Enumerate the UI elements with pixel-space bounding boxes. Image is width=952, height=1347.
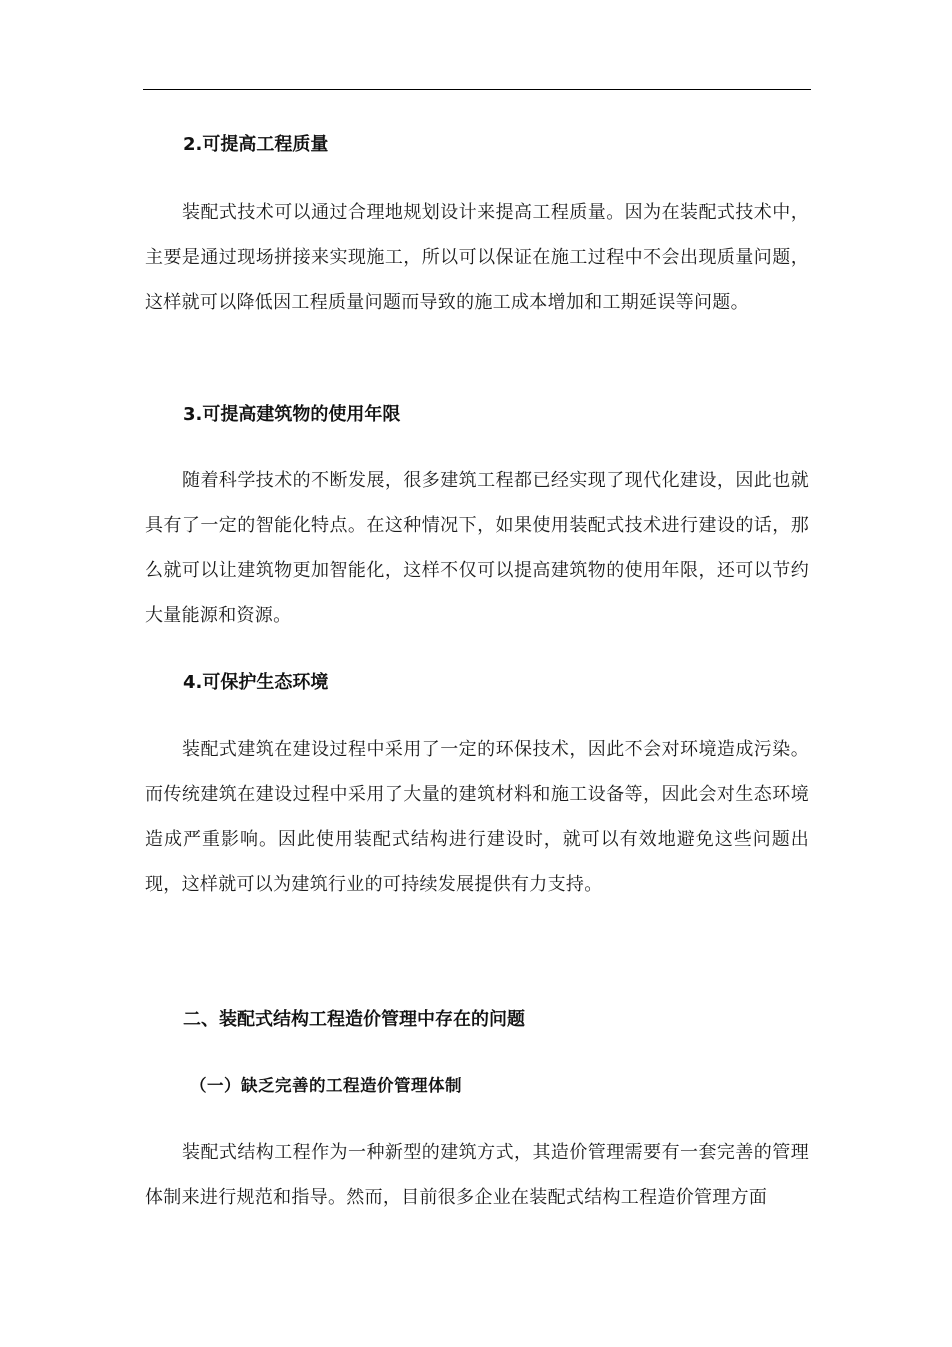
- subsection-heading: （一）缺乏完善的工程造价管理体制: [190, 1076, 462, 1095]
- paragraph-service-life: 随着科学技术的不断发展，很多建筑工程都已经实现了现代化建设，因此也就具有了一定的智能化特点。在这种情况下，如果使用装配式技术进行建设的话，那么就可以让建筑物更加智能化，这样不仅可以提高建筑物的使用年限，还可以节约大量能源和资源。: [145, 470, 809, 626]
- section-heading-quality: 2.可提高工程质量: [183, 134, 329, 155]
- section-heading-service-life: 3.可提高建筑物的使用年限: [183, 404, 401, 425]
- paragraph-environment: 装配式建筑在建设过程中采用了一定的环保技术，因此不会对环境造成污染。而传统建筑在建设过程中采用了大量的建筑材料和施工设备等，因此会对生态环境造成严重影响。因此使用装配式结构进行建设时，就可以有效地避免这些问题出现，这样就可以为建筑行业的可持续发展提供有力支持。: [145, 739, 809, 895]
- paragraph-quality: 装配式技术可以通过合理地规划设计来提高工程质量。因为在装配式技术中，主要是通过现场拼接来实现施工，所以可以保证在施工过程中不会出现质量问题，这样就可以降低因工程质量问题而导致的施工成本增加和工期延误等问题。: [145, 202, 809, 313]
- paragraph-management-system: 装配式结构工程作为一种新型的建筑方式，其造价管理需要有一套完善的管理体制来进行规范和指导。然而，目前很多企业在装配式结构工程造价管理方面: [145, 1142, 809, 1208]
- section-heading-environment: 4.可保护生态环境: [183, 672, 329, 693]
- chapter-heading: 二、装配式结构工程造价管理中存在的问题: [183, 1009, 525, 1030]
- header-rule: [143, 89, 811, 90]
